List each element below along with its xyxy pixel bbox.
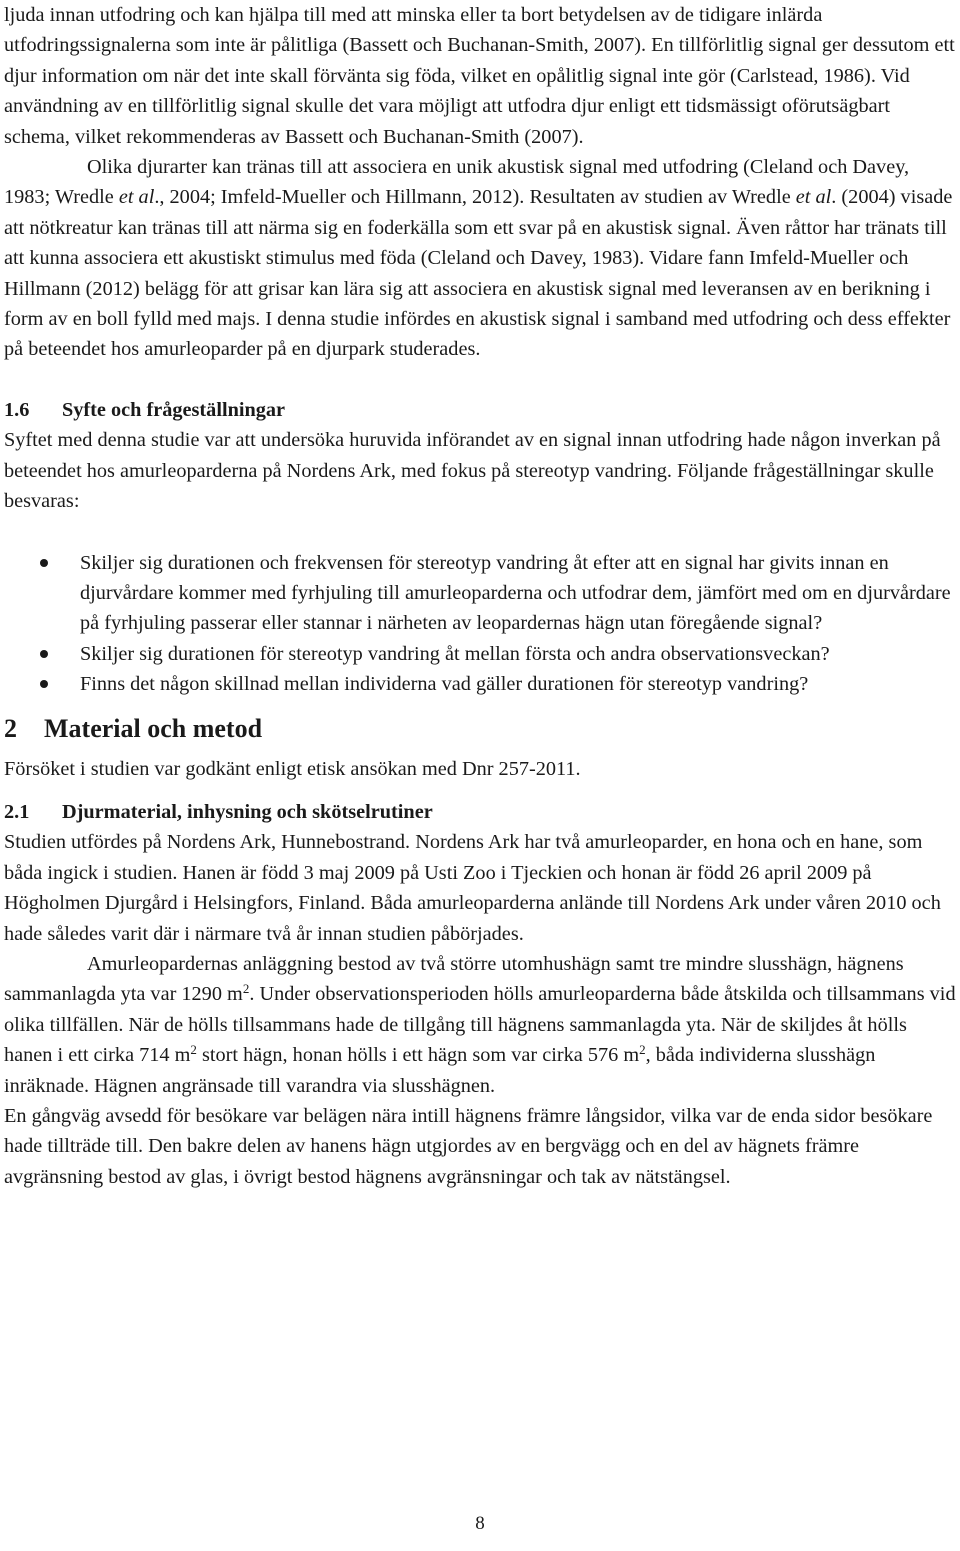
paragraph-syfte: [4, 425, 956, 516]
paragraph-syfte-text: Syftet med denna studie var att undersöka huruvida införandet av en signal innan utfodring hade någon inverkan på beteendet hos amurleoparderna på Nordens Ark, med fokus på stereotyp vandring. Följande frågeställningar skulle besvaras:: [4, 429, 941, 513]
question-list: [4, 548, 956, 700]
list-item: [4, 669, 956, 699]
spacer: [4, 784, 956, 797]
superscript: 2: [242, 981, 250, 997]
paragraph-anlaggning: [4, 949, 956, 1101]
list-item: [4, 548, 956, 639]
italic-run: et al: [118, 186, 155, 209]
list-item-text: Skiljer sig durationen för stereotyp vandring åt mellan första och andra observationsveckan?: [80, 642, 830, 665]
spacer: [4, 700, 956, 712]
text-run: Olika djurarter kan tränas till att associera en unik akustisk signal med utfodring (Cleland och Davey, 1983; Wredle: [4, 156, 910, 209]
paragraph-olika-djurarter: [4, 152, 956, 365]
text-run: . (2004) visade att nötkreatur kan tränas till att närma sig en foderkälla som ett svar på en akustisk signal. Även råttor har tränats till att kunna associera ett akustiskt stimulus med föda (Cleland och Davey, 1983). Vidare fann Imfeld-Mueller och Hillmann (2012) belägg för att grisar kan lära sig att associera en akustisk signal med leveransen av en berikning i form av en boll fylld med majs. I denna studie infördes en akustisk signal i samband med utfodring och dess effekter på beteendet hos amurleoparder på en djurpark studerades.: [4, 186, 953, 361]
superscript: 2: [639, 1042, 646, 1058]
text-run: , båda individerna slusshägn inräknade. Hägnen angränsade till varandra via slusshägnen.: [4, 1044, 876, 1097]
heading-section-2: [4, 712, 956, 746]
section-title: Djurmaterial, inhysning och skötselrutiner: [62, 800, 433, 823]
section-title: Syfte och frågeställningar: [62, 398, 286, 421]
spacer: [4, 517, 956, 548]
page-number: 8: [475, 1513, 485, 1534]
paragraph-studien-text: Studien utfördes på Nordens Ark, Hunnebostrand. Nordens Ark har två amurleoparder, en hona och en hane, som båda ingick i studien. Hanen är född 3 maj 2009 på Usti Zoo i Tjeckien och honan är född 26 april 2009 på Högholmen Djurgård i Helsingfors, Finland. Båda amurleoparderna anlände till Nordens Ark under våren 2010 och hade således varit där i närmare två år innan studien påbörjades.: [4, 831, 941, 945]
section-title: Material och metod: [44, 713, 263, 743]
document-page: [4, 0, 956, 1192]
spacer: [4, 746, 956, 754]
paragraph-ethics-text: Försöket i studien var godkänt enligt etisk ansökan med Dnr 257-2011.: [4, 757, 581, 780]
section-number: 2.1: [4, 800, 30, 823]
bullet-icon: [40, 559, 48, 567]
bullet-icon: [40, 680, 48, 688]
paragraph-gangvag-text: En gångväg avsedd för besökare var belägen nära intill hägnens främre långsidor, vilka var de enda sidor besökare hade tillträde till. Den bakre delen av hanens hägn utgjordes av en bergvägg och en del av hägnets främre avgränsning bestod av glas, i övrigt bestod hägnens avgränsningar och tak av nätstängsel.: [4, 1105, 933, 1188]
list-item-text: Skiljer sig durationen och frekvensen för stereotyp vandring åt efter att en signal har givits innan en djurvårdare kommer med fyrhjuling till amurleoparderna och utfodrar dem, jämfört med om en djurvårdare på fyrhjuling passerar eller stannar i närheten av leopardernas hägn utan föregående signal?: [80, 551, 951, 635]
paragraph-ethics: [4, 754, 956, 784]
list-item-text: Finns det någon skillnad mellan individerna vad gäller durationen för stereotyp vandring?: [80, 673, 809, 696]
list-item: [4, 639, 956, 669]
superscript: 2: [190, 1042, 197, 1058]
section-number: 1.6: [4, 398, 30, 421]
paragraph-intro-text: ljuda innan utfodring och kan hjälpa till med att minska eller ta bort betydelsen av de tidigare inlärda utfodringssignalerna som inte är pålitliga (Bassett och Buchanan-Smith, 2007). En tillförlitlig signal ger dessutom ett djur information om när det inte skall förvänta sig föda, vilket en opålitlig signal inte gör (Carlstead, 1986). Vid användning av en tillförlitlig signal skulle det vara möjligt att utfodra djur enligt ett tidsmässigt oförutsägbart schema, vilket rekommenderas av Bassett och Buchanan-Smith (2007).: [4, 4, 955, 148]
section-number: 2: [4, 713, 17, 743]
heading-section-2-1: [4, 797, 956, 827]
bullet-icon: [40, 650, 48, 658]
heading-section-1-6: [4, 395, 956, 425]
text-run: stort hägn, honan hölls i ett hägn som var cirka 576 m: [196, 1044, 640, 1067]
text-run: ., 2004; Imfeld-Mueller och Hillmann, 2012). Resultaten av studien av Wredle: [154, 186, 796, 209]
text-run: Amurleopardernas anläggning bestod av två större utomhushägn samt tre mindre slusshägn, hägnens sammanlagda yta var 1290 m: [4, 952, 904, 1006]
paragraph-intro: [4, 0, 956, 152]
paragraph-gangvag: [4, 1101, 956, 1192]
italic-run: et al: [795, 186, 832, 209]
paragraph-studien: [4, 827, 956, 949]
text-run: . Under observationsperioden hölls amurleoparderna både åtskilda och tillsammans vid olika tillfällen. När de hölls tillsammans hade de tillgång till hägnens sammanlagda yta. När de skiljdes åt hölls hanen i ett cirka 714 m: [4, 983, 956, 1067]
spacer: [4, 365, 956, 395]
